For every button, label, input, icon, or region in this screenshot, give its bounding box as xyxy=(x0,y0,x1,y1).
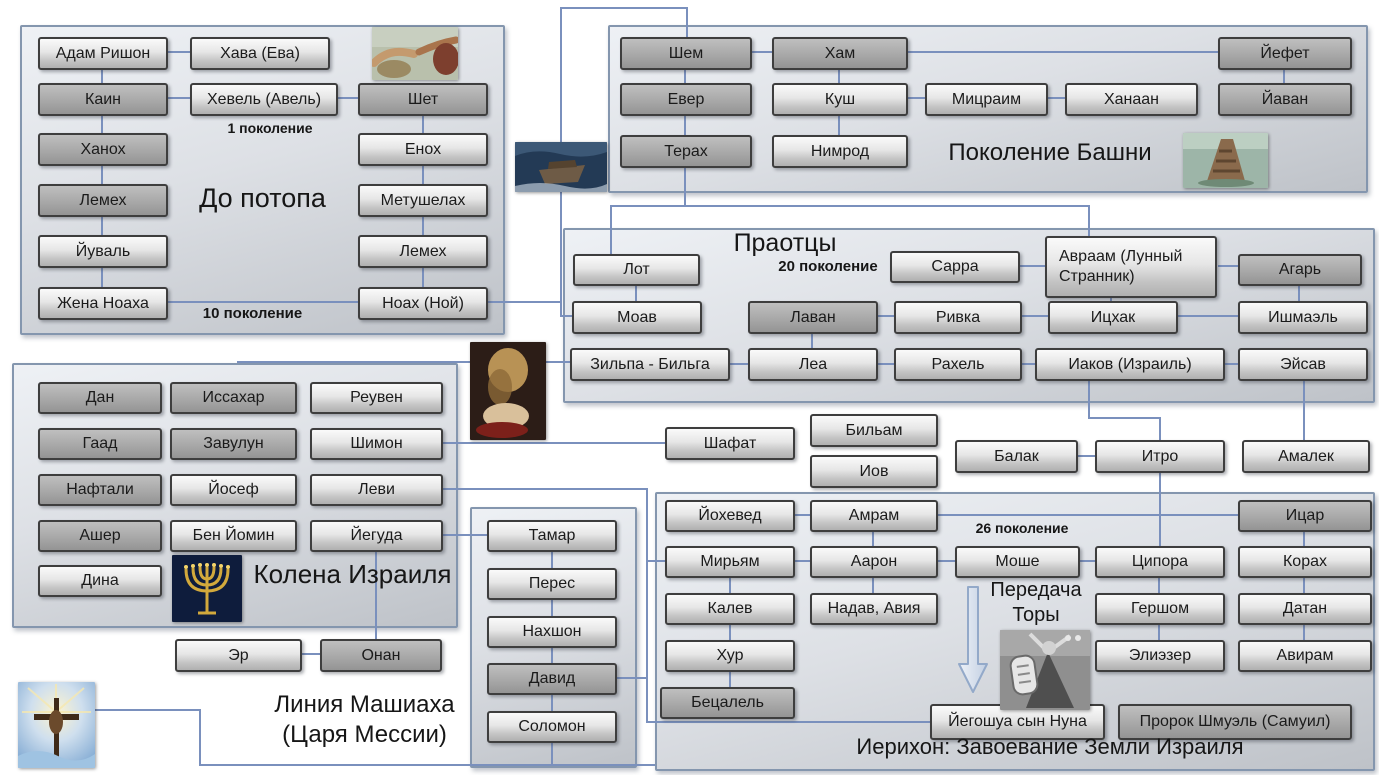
person-name: Калев xyxy=(707,600,753,617)
person-name: Лемех xyxy=(79,191,127,209)
person-name: Мирьям xyxy=(700,553,760,570)
person-box xyxy=(310,474,443,506)
connector-line xyxy=(811,334,813,348)
connector-line xyxy=(95,709,199,711)
connector-line xyxy=(795,560,810,562)
person-name: Датан xyxy=(1282,600,1328,617)
connector-line xyxy=(795,514,810,516)
connector-line xyxy=(1283,70,1285,83)
noahs-ark-image xyxy=(515,142,607,192)
person-name: Балак xyxy=(994,447,1039,465)
connector-line xyxy=(422,217,424,235)
person-box xyxy=(810,414,938,447)
person-name: Ицхак xyxy=(1090,308,1136,326)
person-name: Енох xyxy=(404,140,442,158)
connector-line xyxy=(872,532,874,546)
person-name: Сарра xyxy=(931,258,979,275)
person-box xyxy=(890,251,1020,283)
connector-line xyxy=(551,648,553,663)
connector-line xyxy=(908,97,925,99)
jacob-wrestling-image xyxy=(470,342,546,440)
person-name: Гершом xyxy=(1130,600,1190,617)
connector-line xyxy=(1088,381,1090,419)
connector-line xyxy=(729,672,731,687)
person-box xyxy=(620,37,752,70)
connector-line xyxy=(443,442,665,444)
connector-line xyxy=(610,205,612,254)
person-name: Зильпа - Бильга xyxy=(590,355,710,373)
person-box xyxy=(358,83,488,116)
person-box xyxy=(1035,348,1225,381)
person-name: Йаван xyxy=(1261,90,1309,108)
connector-line xyxy=(938,514,1238,516)
person-name: Хава (Ева) xyxy=(220,44,300,62)
person-box xyxy=(38,83,168,116)
connector-line xyxy=(1078,455,1095,457)
person-box xyxy=(487,711,617,743)
person-box xyxy=(1045,236,1217,298)
person-name: Йегошуа сын Нуна xyxy=(948,713,1087,730)
connector-line xyxy=(302,653,320,655)
person-name: Агарь xyxy=(1278,261,1322,278)
connector-line xyxy=(1303,625,1305,640)
person-box xyxy=(660,687,795,719)
person-name: Ноах (Ной) xyxy=(382,294,464,312)
person-box xyxy=(894,301,1022,334)
connector-line xyxy=(1303,381,1305,440)
connector-line xyxy=(684,70,686,83)
connector-line xyxy=(878,315,894,317)
person-box xyxy=(810,546,938,578)
messiah-line-label: Линия Машиаха (Царя Мессии) xyxy=(274,691,455,748)
torah-transfer-label: Передача Торы xyxy=(990,579,1082,626)
connector-line xyxy=(1158,578,1160,593)
person-name: Эйсав xyxy=(1280,355,1326,373)
person-box xyxy=(190,37,330,70)
connector-line xyxy=(551,552,553,568)
patriarchs-title: Праотцы xyxy=(733,229,837,257)
person-name: Йефет xyxy=(1260,44,1310,62)
person-box xyxy=(665,546,795,578)
connector-line xyxy=(1022,315,1048,317)
person-box xyxy=(1048,301,1178,334)
person-name: Нахшон xyxy=(522,623,582,640)
person-box xyxy=(1238,301,1368,334)
person-name: Амрам xyxy=(848,507,900,524)
person-box xyxy=(170,520,297,552)
person-name: Лот xyxy=(623,261,650,278)
connector-line xyxy=(1303,532,1305,546)
person-name: Ханаан xyxy=(1103,90,1160,108)
person-name: Моше xyxy=(995,553,1040,570)
person-name: Ципора xyxy=(1131,553,1189,570)
person-name: Бен Йомин xyxy=(192,527,275,544)
person-name: Шимон xyxy=(350,435,403,452)
person-box xyxy=(358,235,488,268)
person-name: Куш xyxy=(824,90,856,108)
connector-line xyxy=(168,301,358,303)
connector-line xyxy=(1225,363,1238,365)
person-name: Шет xyxy=(407,90,439,108)
person-name: Аарон xyxy=(850,553,898,570)
person-name: Жена Ноаха xyxy=(57,294,149,312)
person-name: Онан xyxy=(361,646,401,664)
moses-tablets-image xyxy=(1000,630,1090,710)
connector-line xyxy=(101,116,103,133)
connector-line xyxy=(168,97,190,99)
person-box xyxy=(310,428,443,460)
person-box xyxy=(1242,440,1370,473)
person-box xyxy=(358,287,488,320)
person-box xyxy=(620,135,752,168)
person-box xyxy=(1218,83,1352,116)
person-name: Давид xyxy=(528,670,576,687)
person-name: Йегуда xyxy=(350,527,403,544)
tribes-title: Колена Израиля xyxy=(253,559,452,589)
connector-line xyxy=(838,116,840,135)
connector-line xyxy=(938,560,955,562)
connector-line xyxy=(617,677,648,679)
connector-line xyxy=(684,116,686,135)
person-box xyxy=(955,546,1080,578)
person-box xyxy=(38,184,168,217)
person-box xyxy=(810,500,938,532)
person-name: Итро xyxy=(1141,447,1179,465)
person-name: Ханох xyxy=(80,140,126,158)
torah-transfer-arrow xyxy=(958,586,988,694)
connector-line xyxy=(422,268,424,287)
person-name: Ривка xyxy=(935,308,981,326)
person-name: Соломон xyxy=(518,718,586,735)
person-box xyxy=(748,348,878,381)
person-box xyxy=(38,428,162,460)
person-name: Нимрод xyxy=(810,142,870,160)
person-name: Иов xyxy=(859,462,889,480)
person-box xyxy=(1095,640,1225,672)
connector-line xyxy=(729,625,731,640)
person-name: Йуваль xyxy=(75,242,131,260)
person-name: Рахель xyxy=(931,355,985,373)
connector-line xyxy=(1022,363,1035,365)
person-box xyxy=(170,474,297,506)
connector-line xyxy=(199,764,655,766)
person-box xyxy=(38,133,168,166)
connector-line xyxy=(1020,265,1048,267)
person-name: Метушелах xyxy=(380,191,466,209)
person-name: Шем xyxy=(668,44,704,62)
connector-line xyxy=(101,268,103,287)
connector-line xyxy=(1080,560,1095,562)
person-box xyxy=(665,640,795,672)
person-box xyxy=(170,382,297,414)
connector-line xyxy=(560,7,688,9)
connector-line xyxy=(872,578,874,593)
person-name: Мицраим xyxy=(951,90,1022,108)
person-box xyxy=(570,348,730,381)
connector-line xyxy=(684,168,686,207)
person-name: Гаад xyxy=(82,435,118,452)
person-box xyxy=(573,254,700,286)
connector-line xyxy=(199,709,201,765)
person-box xyxy=(1218,37,1352,70)
connector-line xyxy=(1088,205,1090,236)
person-box xyxy=(38,382,162,414)
person-name: Реувен xyxy=(350,389,403,406)
person-box xyxy=(810,455,938,488)
person-name: Ицар xyxy=(1285,507,1325,524)
person-box xyxy=(175,639,302,672)
person-box xyxy=(665,500,795,532)
person-box xyxy=(1095,546,1225,578)
connector-line xyxy=(646,488,648,723)
person-box xyxy=(38,474,162,506)
person-box xyxy=(38,287,168,320)
person-box xyxy=(38,235,168,268)
person-box xyxy=(487,520,617,552)
person-box xyxy=(38,37,168,70)
crucifix-image xyxy=(18,682,95,768)
person-box xyxy=(320,639,442,672)
person-box xyxy=(1238,500,1372,532)
person-box xyxy=(620,83,752,116)
person-name: Бильам xyxy=(845,421,903,439)
connector-line xyxy=(338,97,358,99)
person-name: Адам Ришон xyxy=(55,44,151,62)
person-box xyxy=(38,520,162,552)
person-name: Каин xyxy=(85,90,121,108)
person-name: Элиэзер xyxy=(1128,647,1192,664)
person-box xyxy=(310,382,443,414)
label-generation-26: 26 поколение xyxy=(975,520,1069,536)
person-name: Ишмаэль xyxy=(1268,308,1338,326)
person-name: Надав, Авия xyxy=(827,600,921,617)
connector-line xyxy=(908,51,1218,53)
person-name: Тамар xyxy=(528,527,576,544)
menorah-image xyxy=(172,555,242,622)
person-box xyxy=(1065,83,1198,116)
label-generation-10: 10 поколение xyxy=(202,305,303,322)
person-box xyxy=(772,135,908,168)
person-name: Завулун xyxy=(203,435,264,452)
person-box xyxy=(894,348,1022,381)
person-box xyxy=(1238,640,1372,672)
connector-line xyxy=(488,301,562,303)
person-name: Йохевед xyxy=(698,507,762,524)
person-name: Лемех xyxy=(399,242,447,260)
person-name: Моав xyxy=(617,308,657,326)
person-box xyxy=(487,616,617,648)
connector-line xyxy=(422,116,424,133)
person-box xyxy=(310,520,443,552)
connector-line xyxy=(443,534,487,536)
person-name: Йосеф xyxy=(208,481,259,498)
pre-flood-title: До потопа xyxy=(199,183,326,213)
person-name: Амалек xyxy=(1278,447,1334,465)
person-box xyxy=(487,568,617,600)
person-box xyxy=(1095,440,1225,473)
person-name: Иаков (Израиль) xyxy=(1068,355,1192,373)
connector-line xyxy=(443,488,648,490)
connector-line xyxy=(729,578,731,593)
connector-line xyxy=(635,286,637,301)
connector-line xyxy=(1178,315,1238,317)
tower-generation-title: Поколение Башни xyxy=(948,139,1152,166)
connector-line xyxy=(1088,417,1161,419)
person-box xyxy=(190,83,338,116)
creation-of-adam-image xyxy=(372,27,458,80)
connector-line xyxy=(1303,578,1305,593)
person-name: Евер xyxy=(667,90,705,108)
person-box xyxy=(772,83,908,116)
person-name: Дина xyxy=(81,572,119,589)
jericho-title: Иерихон: Завоевание Земли Израиля xyxy=(856,734,1244,759)
person-box xyxy=(38,565,162,597)
connector-line xyxy=(1158,625,1160,640)
person-name: Эр xyxy=(228,646,249,664)
person-box xyxy=(358,184,488,217)
person-name: Ашер xyxy=(79,527,121,544)
person-box xyxy=(1095,593,1225,625)
connector-line xyxy=(730,363,748,365)
connector-line xyxy=(551,695,553,711)
person-box xyxy=(810,593,938,625)
person-box xyxy=(748,301,878,334)
person-name: Лаван xyxy=(790,308,836,326)
connector-line xyxy=(551,743,553,766)
connector-line xyxy=(646,721,930,723)
connector-line xyxy=(1159,417,1161,440)
connector-line xyxy=(686,7,688,37)
connector-line xyxy=(750,51,772,53)
person-name: Хевель (Авель) xyxy=(206,90,322,108)
person-name: Шафат xyxy=(703,434,757,452)
person-box xyxy=(925,83,1048,116)
connector-line xyxy=(1159,473,1161,546)
person-name: Дан xyxy=(85,389,115,406)
label-generation-1: 1 поколение xyxy=(227,120,313,136)
person-name: Корах xyxy=(1282,553,1327,570)
connector-line xyxy=(1218,265,1238,267)
connector-line xyxy=(422,166,424,184)
connector-line xyxy=(1298,286,1300,301)
person-name: Авирам xyxy=(1276,647,1334,664)
person-box xyxy=(358,133,488,166)
person-box xyxy=(1238,348,1368,381)
person-box xyxy=(170,428,297,460)
person-box xyxy=(1238,593,1372,625)
person-name: Авраам (Лунный Странник) xyxy=(1059,248,1183,285)
connector-line xyxy=(646,560,665,562)
person-box xyxy=(1238,254,1362,286)
person-box xyxy=(487,663,617,695)
connector-line xyxy=(610,205,1090,207)
person-name: Нафтали xyxy=(66,481,134,498)
connector-line xyxy=(1048,97,1065,99)
person-name: Хур xyxy=(716,647,744,664)
person-box xyxy=(1238,546,1372,578)
connector-line xyxy=(838,70,840,83)
person-name: Леви xyxy=(358,481,395,498)
person-name: Пророк Шмуэль (Самуил) xyxy=(1139,713,1331,730)
label-generation-20: 20 поколение xyxy=(778,258,878,275)
connector-line xyxy=(168,51,190,53)
connector-line xyxy=(101,166,103,184)
tower-of-babel-image xyxy=(1183,133,1268,188)
person-name: Бецалель xyxy=(691,694,764,711)
person-box xyxy=(955,440,1078,473)
connector-line xyxy=(878,363,894,365)
connector-line xyxy=(551,600,553,616)
person-box xyxy=(772,37,908,70)
person-name: Терах xyxy=(664,142,708,160)
person-name: Хам xyxy=(824,44,856,62)
person-box xyxy=(572,301,702,334)
person-name: Перес xyxy=(528,575,576,592)
person-name: Иссахар xyxy=(202,389,265,406)
person-name: Леа xyxy=(798,355,828,373)
connector-line xyxy=(101,217,103,235)
person-box xyxy=(665,593,795,625)
person-box xyxy=(665,427,795,460)
connector-line xyxy=(101,70,103,83)
